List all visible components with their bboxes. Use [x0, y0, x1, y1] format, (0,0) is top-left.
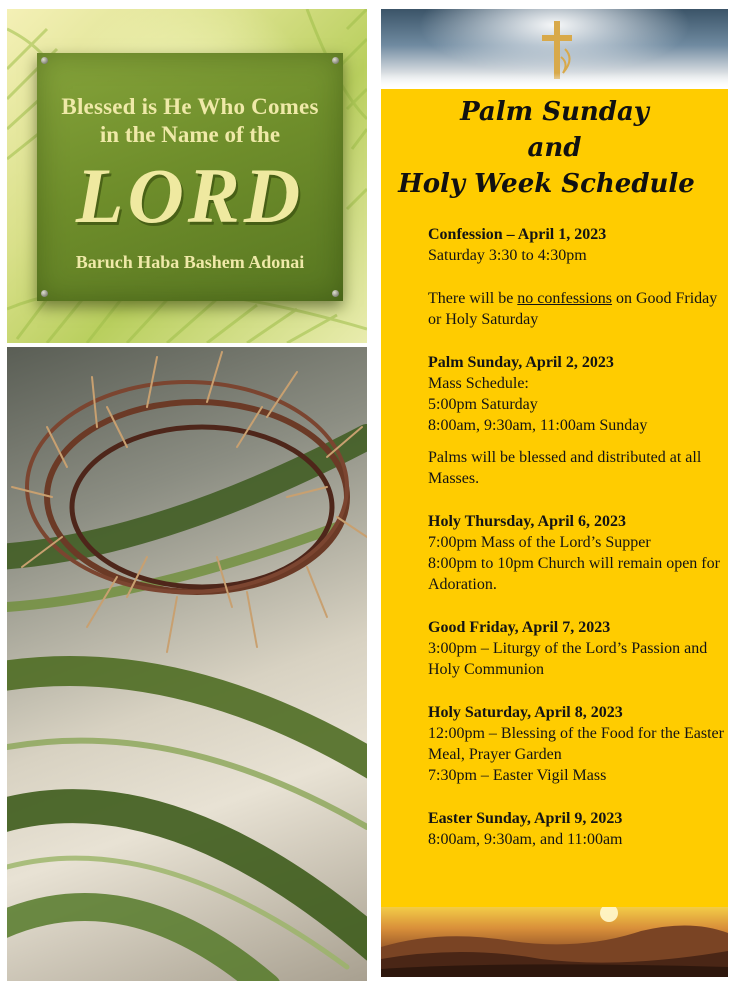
sign-bolt — [41, 57, 48, 64]
holy-saturday-section — [428, 702, 724, 786]
schedule-panel — [381, 9, 728, 977]
title-line-2: and — [527, 133, 582, 163]
sunset-footer-image — [381, 907, 728, 977]
good-friday-heading: Good Friday, April 7, 2023 — [428, 619, 611, 636]
sign-lord: LORD — [75, 152, 305, 239]
holy-thursday-line-1: 7:00pm Mass of the Lord’s Supper — [428, 534, 651, 551]
palms-note: Palms will be blessed and distributed at all Masses. — [428, 449, 702, 487]
sign-hebrew-line: Baruch Haba Bashem Adonai — [75, 252, 305, 272]
sign-bolt — [41, 290, 48, 297]
confession-note-end: on Good Friday or Holy Saturday — [428, 290, 718, 328]
mass-schedule-label: Mass Schedule: — [428, 375, 529, 392]
sign-bolt — [332, 57, 339, 64]
palm-sunday-masses: 8:00am, 9:30am, 11:00am Sunday — [428, 417, 648, 434]
crown-and-palm-graphic — [7, 347, 367, 981]
palm-sunday-section — [428, 352, 724, 489]
holy-saturday-line-1: 12:00pm – Blessing of the Food for the Easter Meal, Prayer Garden — [428, 725, 724, 763]
holy-thursday-section — [428, 511, 724, 595]
cross-icon — [539, 19, 575, 81]
sign-bolt — [332, 290, 339, 297]
palm-banner-image — [7, 9, 367, 343]
easter-sunday-line-1: 8:00am, 9:30am, and 11:00am — [428, 831, 623, 848]
sunset-hills-graphic — [381, 907, 728, 977]
blessed-sign — [37, 53, 343, 301]
palm-sunday-heading: Palm Sunday, April 2, 2023 — [428, 354, 614, 371]
good-friday-section — [428, 617, 724, 680]
no-confessions-text: no confessions — [517, 290, 612, 307]
holy-thursday-line-2: 8:00pm to 10pm Church will remain open for Adoration. — [428, 555, 720, 593]
confession-section — [428, 224, 724, 330]
confession-heading: Confession – April 1, 2023 — [428, 226, 607, 243]
title-line-1: Palm Sunday — [460, 97, 649, 127]
holy-saturday-heading: Holy Saturday, April 8, 2023 — [428, 704, 623, 721]
sky-header-image — [381, 9, 728, 89]
confession-time: Saturday 3:30 to 4:30pm — [428, 247, 587, 264]
holy-saturday-line-2: 7:30pm – Easter Vigil Mass — [428, 767, 607, 784]
title-line-3: Holy Week Schedule — [398, 169, 695, 199]
crown-of-thorns-photo — [7, 347, 367, 981]
easter-sunday-heading: Easter Sunday, April 9, 2023 — [428, 810, 623, 827]
confession-note — [428, 288, 724, 330]
schedule-list — [428, 224, 724, 850]
sky-fade — [381, 73, 728, 89]
easter-sunday-section — [428, 808, 724, 850]
confession-note-start: There will be — [428, 290, 518, 307]
sign-line-1: Blessed is He Who Comes — [61, 94, 319, 119]
sign-line-2: in the Name of the — [99, 122, 281, 147]
good-friday-line-1: 3:00pm – Liturgy of the Lord’s Passion and Holy Communion — [428, 640, 708, 678]
holy-thursday-heading: Holy Thursday, April 6, 2023 — [428, 513, 626, 530]
palm-saturday-mass: 5:00pm Saturday — [428, 396, 538, 413]
